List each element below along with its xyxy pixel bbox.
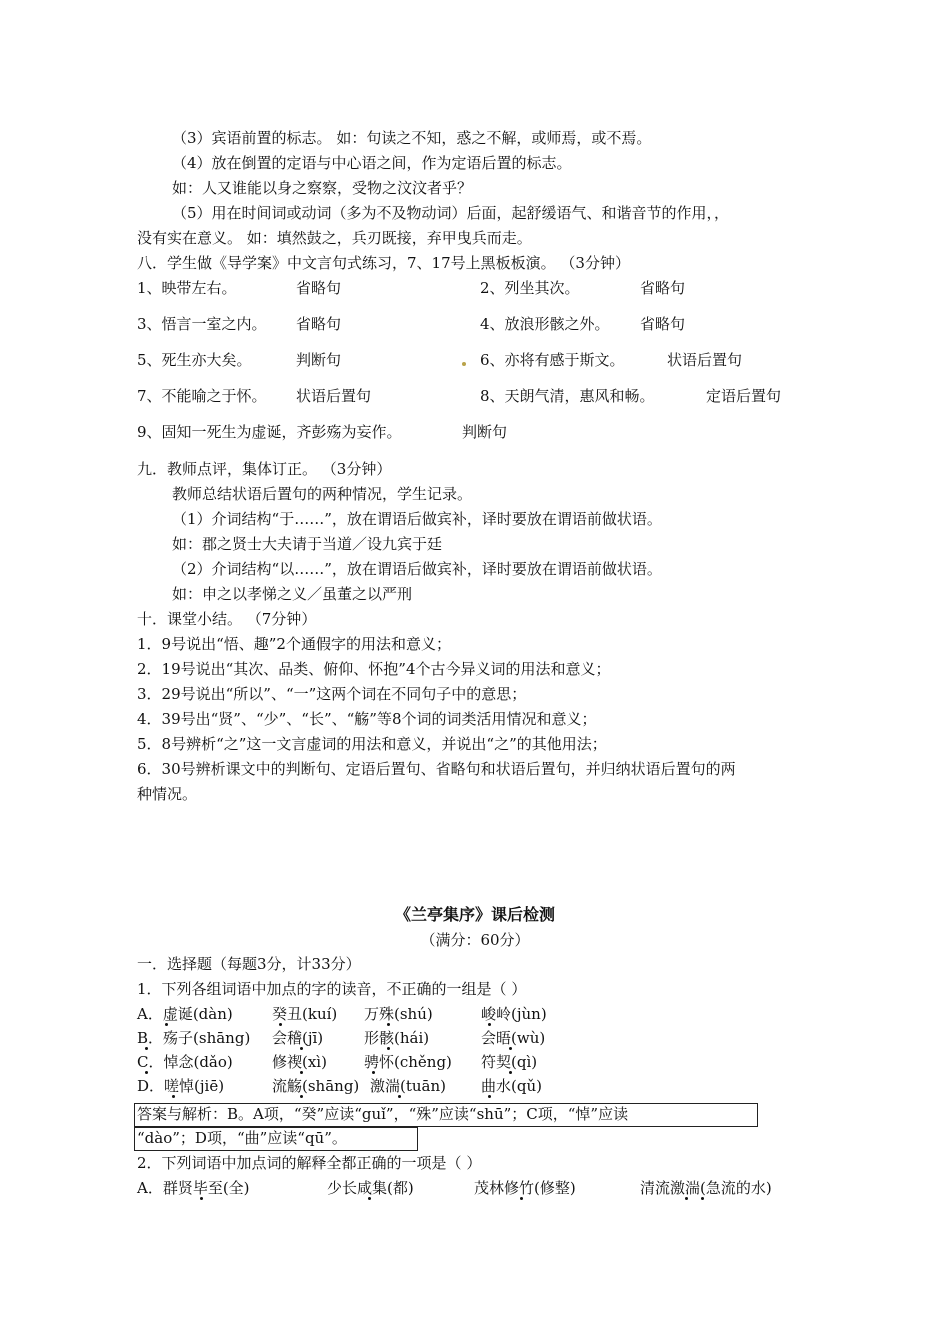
adverbial-case-2: （2）介词结构“以……”，放在谓语后做宾补，译时要放在谓语前做状语。 [172,560,662,578]
q2-option-a-2: 少长咸集(都) [327,1179,414,1197]
q1-option-d-3: 激湍(tuān) [370,1077,446,1095]
exercise-item-4: 4、放浪形骸之外。 [480,315,610,333]
answer-explanation-line-1: 答案与解析：B。A项，“癸”应读“guǐ”，“殊”应读“shū”；C项，“悼”应读 [137,1105,629,1123]
q2-option-a-4: 清流激湍(急流的水) [640,1179,772,1197]
exercise-item-7-type: 状语后置句 [296,387,372,405]
q2-option-a-1: A．群贤毕至(全) [137,1179,250,1197]
q1-option-b-2: 会稽(jī) [272,1029,324,1047]
emphasis-dot [300,1071,303,1074]
question-2-stem: 2．下列词语中加点词的解释全都正确的一项是（ ） [137,1154,482,1172]
q1-option-c-4: 符契(qì) [481,1053,538,1071]
q1-option-c-2: 修禊(xì) [272,1053,327,1071]
q1-option-a-2: 癸丑(kuí) [272,1005,338,1023]
emphasis-dot [509,1071,512,1074]
emphasis-dot [398,1095,401,1098]
summary-item-6: 6．30号辨析课文中的判断句、定语后置句、省略句和状语后置句，并归纳状语后置句的两 [137,760,736,778]
answer-explanation-line-2: “dào”；D项，“曲”应读“qū”。 [137,1129,347,1147]
exercise-item-5-type: 判断句 [296,351,342,369]
summary-item-3: 3．29号说出“所以”、“一”这两个词在不同句子中的意思； [137,685,527,703]
emphasis-dot [520,1197,523,1200]
q1-option-c-3: 骋怀(chěng) [364,1053,452,1071]
exercise-item-8: 8、天朗气清，惠风和畅。 [480,387,655,405]
summary-item-2: 2．19号说出“其次、品类、俯仰、怀抱”4个古今异义词的用法和意义； [137,660,611,678]
emphasis-dot [279,1023,282,1026]
section-10-heading: 十．课堂小结。 （7分钟） [137,610,317,628]
exercise-item-9-type: 判断句 [462,423,508,441]
emphasis-dot [387,1047,390,1050]
exercise-item-4-type: 省略句 [640,315,686,333]
exercise-item-2: 2、列坐其次。 [480,279,580,297]
q1-option-a-4: 峻岭(jùn) [481,1005,547,1023]
exercise-item-2-type: 省略句 [640,279,686,297]
q1-option-d-2: 流觞(shāng) [272,1077,360,1095]
stray-mark [462,362,466,366]
emphasis-dot [368,1197,371,1200]
q1-option-b-4: 会晤(wù) [481,1029,546,1047]
q1-option-c-1: C．悼念(dǎo) [137,1053,233,1071]
section-8-heading: 八．学生做《导学案》中文言句式练习，7、17号上黑板板演。 （3分钟） [137,254,630,272]
q1-option-b-3: 形骸(hái) [364,1029,430,1047]
q1-option-b-1: B．殇子(shāng) [137,1029,251,1047]
exercise-item-7: 7、不能喻之于怀。 [137,387,267,405]
emphasis-dot [172,1095,175,1098]
q1-option-a-1: A．虚诞(dàn) [137,1005,233,1023]
emphasis-dot [509,1047,512,1050]
emphasis-dot [200,1197,203,1200]
q1-option-d-1: D．嗟悼(jiē) [137,1077,225,1095]
section-9-heading: 九．教师点评，集体订正。 （3分钟） [137,460,392,478]
rhythm-usage-line-cont: 没有实在意义。 如：填然鼓之，兵刃既接，弃甲曳兵而走。 [137,229,532,247]
exercise-item-6-type: 状语后置句 [667,351,743,369]
emphasis-dot [701,1197,704,1200]
section-9-intro: 教师总结状语后置句的两种情况，学生记录。 [172,485,473,503]
exercise-item-1-type: 省略句 [296,279,342,297]
emphasis-dot [300,1047,303,1050]
exercise-item-6: 6、亦将有感于斯文。 [480,351,625,369]
emphasis-dot [165,1023,168,1026]
exercise-item-9: 9、固知一死生为虚诞，齐彭殇为妄作。 [137,423,402,441]
adverbial-case-1-example: 如：郡之贤士大夫请于当道／设九宾于廷 [172,535,443,553]
object-preposed-marker-line: （3）宾语前置的标志。 如：句读之不知，惑之不解，或师焉，或不焉。 [172,129,652,147]
emphasis-dot [145,1071,148,1074]
emphasis-dot [488,1023,491,1026]
q1-option-a-3: 万殊(shú) [364,1005,433,1023]
postposed-attribute-example: 如：人又谁能以身之察察，受物之汶汶者乎？ [172,179,473,197]
q2-option-a-3: 茂林修竹(修整) [474,1179,576,1197]
emphasis-dot [685,1197,688,1200]
exercise-item-8-type: 定语后置句 [706,387,782,405]
emphasis-dot [372,1071,375,1074]
summary-item-5: 5．8号辨析“之”这一文言虚词的用法和意义，并说出“之”的其他用法； [137,735,607,753]
summary-item-6-cont: 种情况。 [137,785,198,803]
emphasis-dot [145,1047,148,1050]
summary-item-1: 1．9号说出“悟、趣”2个通假字的用法和意义； [137,635,451,653]
emphasis-dot [387,1023,390,1026]
adverbial-case-2-example: 如：申之以孝悌之义／虽董之以严刑 [172,585,413,603]
exercise-item-5: 5、死生亦大矣。 [137,351,252,369]
exercise-item-3: 3、悟言一室之内。 [137,315,267,333]
question-1-stem: 1．下列各组词语中加点的字的读音，不正确的一组是（ ） [137,980,527,998]
postposed-attribute-marker-line: （4）放在倒置的定语与中心语之间，作为定语后置的标志。 [172,154,572,172]
q1-option-d-4: 曲水(qǔ) [481,1077,542,1095]
quiz-part-1-heading: 一．选择题（每题3分，计33分） [137,955,361,973]
exercise-item-1: 1、映带左右。 [137,279,237,297]
quiz-title: 《兰亭集序》课后检测 [394,905,555,924]
quiz-score: （满分：60分） [420,931,530,949]
rhythm-usage-line: （5）用在时间词或动词（多为不及物动词）后面，起舒缓语气、和谐音节的作用，， [172,204,730,222]
summary-item-4: 4．39号出“贤”、“少”、“长”、“觞”等8个词的词类活用情况和意义； [137,710,597,728]
emphasis-dot [488,1095,491,1098]
exercise-item-3-type: 省略句 [296,315,342,333]
emphasis-dot [300,1095,303,1098]
adverbial-case-1: （1）介词结构“于……”，放在谓语后做宾补，译时要放在谓语前做状语。 [172,510,662,528]
